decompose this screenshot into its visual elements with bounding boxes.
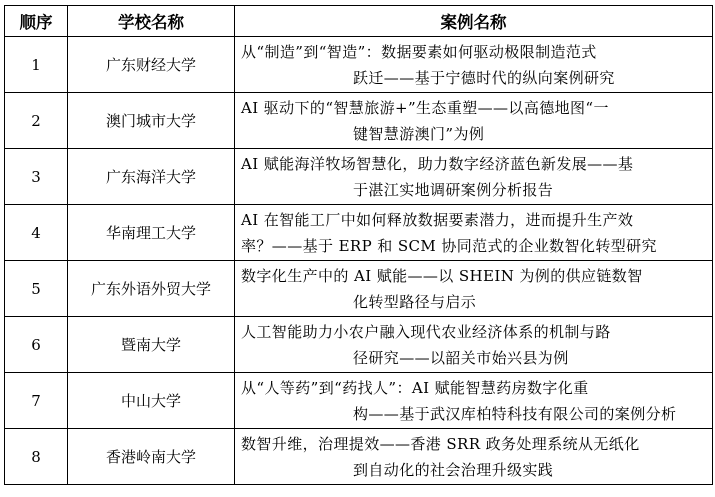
case-line-2: 到自动化的社会治理升级实践 bbox=[353, 460, 554, 479]
case-line-2: 跃迁——基于宁德时代的纵向案例研究 bbox=[353, 68, 615, 87]
case-line-1: 数智升维，治理提效——香港 SRR 政务处理系统从无纸化 bbox=[241, 434, 640, 453]
row-school: 中山大学 bbox=[68, 373, 235, 429]
case-line-2: 构——基于武汉库柏特科技有限公司的案例分析 bbox=[353, 404, 677, 423]
case-line-1: AI 在智能工厂中如何释放数据要素潜力，进而提升生产效 bbox=[241, 210, 634, 229]
row-index: 8 bbox=[5, 429, 68, 485]
row-school: 澳门城市大学 bbox=[68, 93, 235, 149]
table-row bbox=[5, 205, 713, 261]
row-school: 暨南大学 bbox=[68, 317, 235, 373]
row-case bbox=[235, 373, 713, 429]
table-header-row bbox=[5, 6, 713, 37]
case-line-2: 键智慧游澳门”为例 bbox=[353, 124, 485, 143]
case-line-2: 化转型路径与启示 bbox=[353, 292, 477, 311]
row-index: 6 bbox=[5, 317, 68, 373]
table-row bbox=[5, 317, 713, 373]
row-index: 7 bbox=[5, 373, 68, 429]
row-case bbox=[235, 317, 713, 373]
case-list-table bbox=[4, 5, 713, 485]
row-case bbox=[235, 149, 713, 205]
case-line-2: 率？——基于 ERP 和 SCM 协同范式的企业数智化转型研究 bbox=[241, 236, 657, 255]
case-line-1: AI 驱动下的“智慧旅游+”生态重塑——以高德地图“一 bbox=[241, 98, 609, 117]
header-index: 顺序 bbox=[5, 6, 68, 37]
table-row bbox=[5, 429, 713, 485]
case-line-2: 于湛江实地调研案例分析报告 bbox=[353, 180, 554, 199]
row-index: 3 bbox=[5, 149, 68, 205]
table-row bbox=[5, 37, 713, 93]
header-case: 案例名称 bbox=[235, 6, 713, 37]
case-line-1: 从“制造”到“智造”：数据要素如何驱动极限制造范式 bbox=[241, 42, 597, 61]
row-case bbox=[235, 205, 713, 261]
case-line-1: 从“人等药”到“药找人”：AI 赋能智慧药房数字化重 bbox=[241, 378, 589, 397]
table-row bbox=[5, 149, 713, 205]
row-school: 广东外语外贸大学 bbox=[68, 261, 235, 317]
header-school: 学校名称 bbox=[68, 6, 235, 37]
case-line-1: 人工智能助力小农户融入现代农业经济体系的机制与路 bbox=[241, 322, 611, 341]
row-school: 广东财经大学 bbox=[68, 37, 235, 93]
row-index: 4 bbox=[5, 205, 68, 261]
row-index: 5 bbox=[5, 261, 68, 317]
table-row bbox=[5, 261, 713, 317]
row-case bbox=[235, 261, 713, 317]
case-line-1: 数字化生产中的 AI 赋能——以 SHEIN 为例的供应链数智 bbox=[241, 266, 643, 285]
table-row bbox=[5, 93, 713, 149]
row-school: 华南理工大学 bbox=[68, 205, 235, 261]
row-case bbox=[235, 37, 713, 93]
table-row bbox=[5, 373, 713, 429]
row-case bbox=[235, 93, 713, 149]
case-line-2: 径研究——以韶关市始兴县为例 bbox=[353, 348, 569, 367]
row-index: 2 bbox=[5, 93, 68, 149]
row-index: 1 bbox=[5, 37, 68, 93]
case-line-1: AI 赋能海洋牧场智慧化，助力数字经济蓝色新发展——基 bbox=[241, 154, 634, 173]
row-school: 香港岭南大学 bbox=[68, 429, 235, 485]
row-case bbox=[235, 429, 713, 485]
row-school: 广东海洋大学 bbox=[68, 149, 235, 205]
